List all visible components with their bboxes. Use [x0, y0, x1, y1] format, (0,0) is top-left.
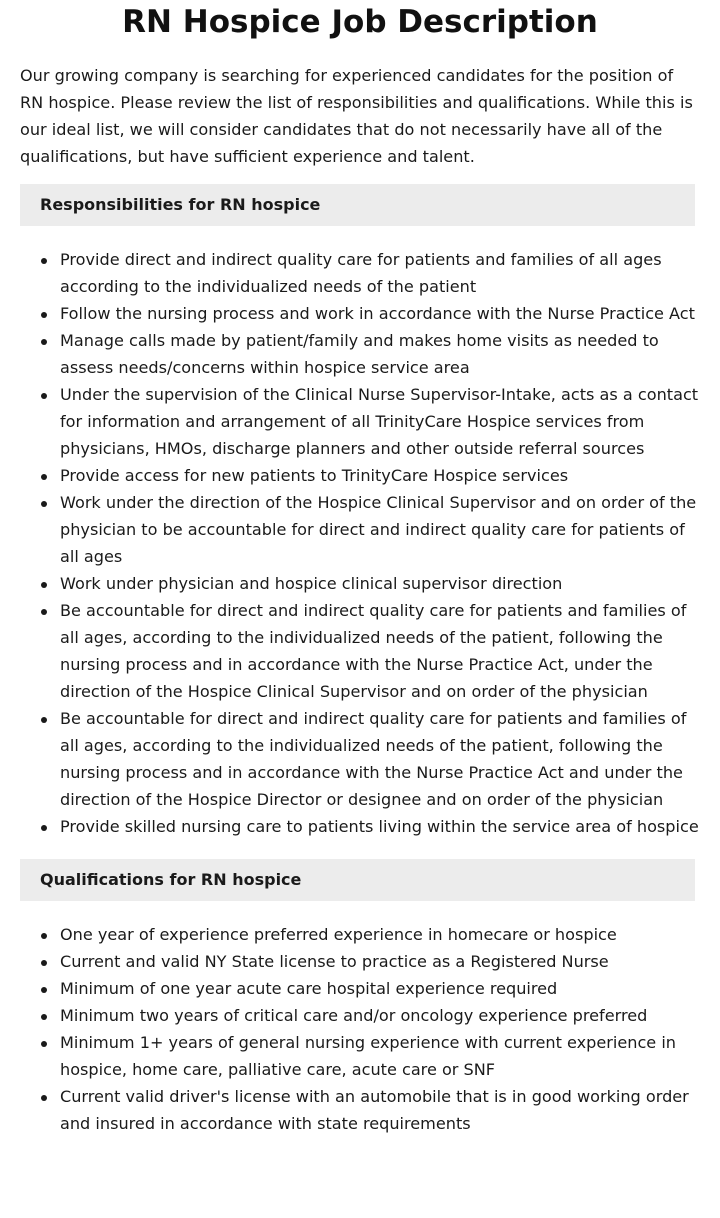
list-item [60, 1002, 700, 1029]
list-item [60, 948, 700, 975]
bullet-icon [41, 960, 47, 966]
bullet-icon [41, 609, 47, 615]
list-item [60, 597, 700, 705]
list-item [60, 1083, 700, 1137]
list-item [60, 705, 700, 813]
bullet-icon [41, 933, 47, 939]
bullet-icon [41, 501, 47, 507]
list-item-text: Manage calls made by patient/family and makes home visits as needed to assess needs/concerns within hospice service area [60, 331, 659, 377]
list-item-text: Minimum 1+ years of general nursing experience with current experience in hospice, home care, palliative care, acute care or SNF [60, 1033, 676, 1079]
list-item-text: Provide direct and indirect quality care for patients and families of all ages according to the individualized needs of the patient [60, 250, 662, 296]
list-item [60, 813, 700, 840]
bullet-icon [41, 393, 47, 399]
list-item-text: Be accountable for direct and indirect quality care for patients and families of all ages, according to the individualized needs of the patient, following the nursing process and in accordance with the Nurse Practice Act, under the direction of the Hospice Clinical Supervisor and on order of the physician [60, 601, 687, 701]
list-item [60, 570, 700, 597]
list-item-text: Current valid driver's license with an automobile that is in good working order and insured in accordance with state requirements [60, 1087, 689, 1133]
list-item-text: Minimum of one year acute care hospital experience required [60, 979, 558, 998]
list-item [60, 489, 700, 570]
list-item-text: Work under the direction of the Hospice Clinical Supervisor and on order of the physician to be accountable for direct and indirect quality care for patients of all ages [60, 493, 697, 566]
bullet-icon [41, 987, 47, 993]
responsibilities-heading: Responsibilities for RN hospice [20, 184, 695, 226]
bullet-icon [41, 1041, 47, 1047]
list-item-text: Provide access for new patients to TrinityCare Hospice services [60, 466, 569, 485]
list-item [60, 246, 700, 300]
bullet-icon [41, 1095, 47, 1101]
qualifications-heading: Qualifications for RN hospice [20, 859, 695, 901]
list-item-text: Current and valid NY State license to practice as a Registered Nurse [60, 952, 609, 971]
list-item-text: Minimum two years of critical care and/or oncology experience preferred [60, 1006, 648, 1025]
list-item-text: Follow the nursing process and work in accordance with the Nurse Practice Act [60, 304, 695, 323]
list-item [60, 327, 700, 381]
qualifications-list [20, 921, 700, 1137]
bullet-icon [41, 717, 47, 723]
bullet-icon [41, 1014, 47, 1020]
bullet-icon [41, 825, 47, 831]
list-item [60, 381, 700, 462]
bullet-icon [41, 312, 47, 318]
list-item-text: Work under physician and hospice clinical supervisor direction [60, 574, 563, 593]
responsibilities-list [20, 246, 700, 840]
list-item [60, 300, 700, 327]
list-item-text: Be accountable for direct and indirect quality care for patients and families of all ages, according to the individualized needs of the patient, following the nursing process and in accordance with the Nurse Practice Act and under the direction of the Hospice Director or designee and on order of the physician [60, 709, 687, 809]
intro-paragraph: Our growing company is searching for experienced candidates for the position of RN hospice. Please review the list of responsibilities and qualifications. While this is our ideal list, we will consider candidates that do not necessarily have all of the qualifications, but have sufficient experience and talent. [20, 66, 693, 166]
page-title: RN Hospice Job Description [122, 4, 598, 40]
section-spacer [0, 840, 720, 845]
list-item-text: Provide skilled nursing care to patients living within the service area of hospice [60, 817, 699, 836]
bullet-icon [41, 474, 47, 480]
bullet-icon [41, 258, 47, 264]
list-item [60, 462, 700, 489]
bullet-icon [41, 582, 47, 588]
list-item [60, 1029, 700, 1083]
list-item-text: One year of experience preferred experience in homecare or hospice [60, 925, 617, 944]
list-item-text: Under the supervision of the Clinical Nurse Supervisor-Intake, acts as a contact for information and arrangement of all TrinityCare Hospice services from physicians, HMOs, discharge planners and other outside referral sources [60, 385, 699, 458]
list-item [60, 921, 700, 948]
list-item [60, 975, 700, 1002]
bullet-icon [41, 339, 47, 345]
